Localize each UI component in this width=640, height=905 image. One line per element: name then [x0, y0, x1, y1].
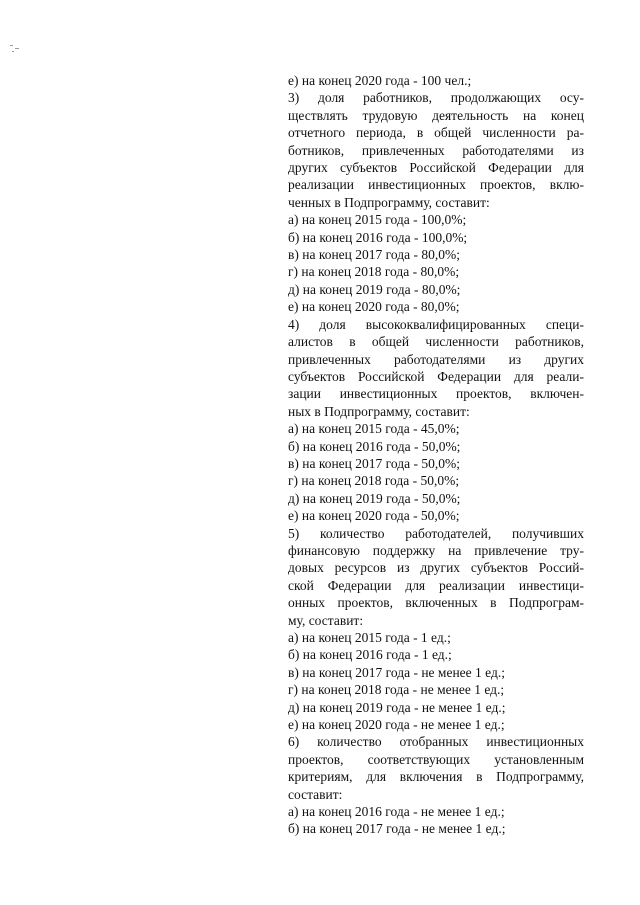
text-line: 5) количество работодателей, получивших — [288, 525, 584, 541]
text-line: 4) доля высококвалифицированных специ- — [288, 316, 584, 332]
text-line: отчетного периода, в общей численности ра- — [288, 125, 584, 141]
text-line: привлеченных работодателями из других — [288, 351, 584, 367]
text-line: д) на конец 2019 года - не менее 1 ед.; — [288, 699, 506, 715]
text-line: в) на конец 2017 года - не менее 1 ед.; — [288, 664, 505, 680]
text-line: е) на конец 2020 года - 80,0%; — [288, 299, 460, 315]
text-line: онных проектов, включенных в Подпрограм- — [288, 595, 584, 611]
text-line: б) на конец 2016 года - 100,0%; — [288, 229, 468, 245]
text-line: ществлять трудовую деятельность на конец — [288, 107, 584, 123]
text-line: 3) доля работников, продолжающих осу- — [288, 90, 584, 106]
document-text-column — [288, 72, 584, 838]
text-line: б) на конец 2016 года - 1 ед.; — [288, 647, 452, 663]
text-line: составит: — [288, 786, 343, 802]
text-line: а) на конец 2015 года - 100,0%; — [288, 212, 467, 228]
text-line: ботников, привлеченных работодателями из — [288, 142, 584, 158]
text-line: б) на конец 2016 года - 50,0%; — [288, 438, 461, 454]
text-line: финансовую поддержку на привлечение тру- — [288, 542, 584, 558]
scan-margin-mark — [10, 45, 22, 53]
text-line: зации инвестиционных проектов, включен- — [288, 386, 584, 402]
text-line: е) на конец 2020 года - 100 чел.; — [288, 73, 472, 88]
text-line: му, составит: — [288, 612, 364, 628]
text-line: г) на конец 2018 года - 50,0%; — [288, 473, 460, 489]
text-line: реализации инвестиционных проектов, вклю- — [288, 177, 584, 193]
text-line: а) на конец 2015 года - 45,0%; — [288, 421, 460, 437]
text-line: критериям, для включения в Подпрограмму, — [288, 769, 584, 785]
text-line: е) на конец 2020 года - не менее 1 ед.; — [288, 717, 505, 733]
text-line: ской Федерации для реализации инвестици- — [288, 577, 584, 593]
text-line: проектов, соответствующих установленным — [288, 751, 584, 767]
text-line: в) на конец 2017 года - 50,0%; — [288, 455, 460, 471]
text-line: б) на конец 2017 года - не менее 1 ед.; — [288, 821, 506, 837]
text-line: алистов в общей численности работников, — [288, 334, 584, 350]
text-line: а) на конец 2015 года - 1 ед.; — [288, 630, 451, 645]
text-line: д) на конец 2019 года - 80,0%; — [288, 281, 461, 297]
text-line: ченных в Подпрограмму, составит: — [288, 194, 490, 210]
text-line: ных в Подпрограмму, составит: — [288, 403, 470, 419]
text-line: других субъектов Российской Федерации для — [288, 160, 584, 176]
text-line: д) на конец 2019 года - 50,0%; — [288, 490, 461, 506]
text-line: е) на конец 2020 года - 50,0%; — [288, 508, 460, 524]
text-line: г) на конец 2018 года - не менее 1 ед.; — [288, 682, 505, 698]
text-line: субъектов Российской Федерации для реали- — [288, 368, 584, 384]
text-line: а) на конец 2016 года - не менее 1 ед.; — [288, 804, 505, 820]
text-line: довых ресурсов из других субъектов Россий- — [288, 560, 584, 576]
text-line: 6) количество отобранных инвестиционных — [288, 734, 584, 750]
text-line: г) на конец 2018 года - 80,0%; — [288, 264, 460, 280]
text-line: в) на конец 2017 года - 80,0%; — [288, 247, 460, 263]
